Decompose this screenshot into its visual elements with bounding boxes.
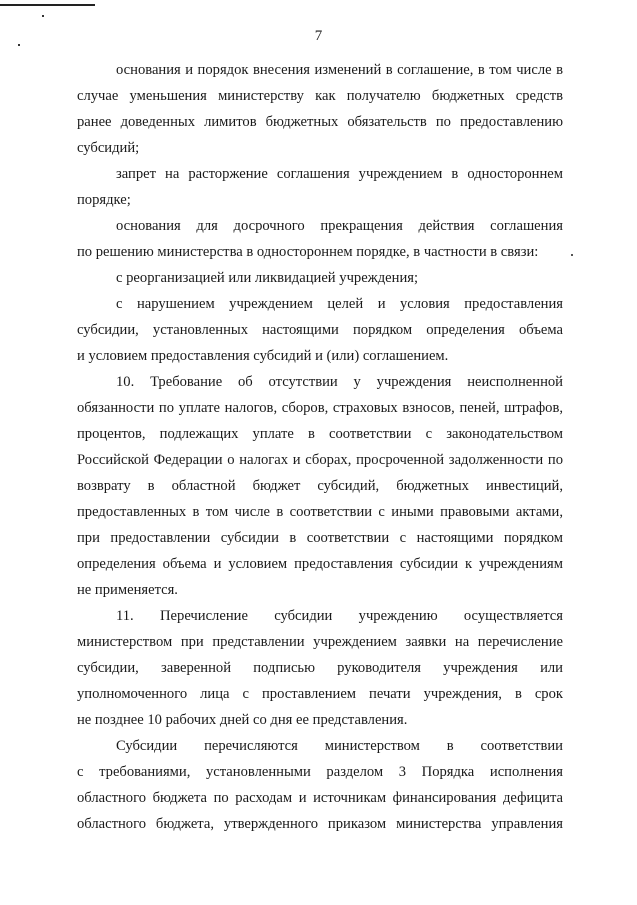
text-line: с реорганизацией или ликвидацией учреждения; xyxy=(116,270,419,286)
text-line: обязанности по уплате налогов, сборов, страховых взносов, пеней, штрафов, xyxy=(77,400,563,416)
text-line: порядке; xyxy=(77,192,131,208)
text-line: предоставленных в том числе в соответствии с иными правовыми актами, xyxy=(77,504,563,520)
paragraph xyxy=(77,265,563,291)
paragraph-item-11 xyxy=(77,603,563,733)
text-line: и условием предоставления субсидий и (или) соглашением. xyxy=(77,348,449,364)
text-line: Российской Федерации о налогах и сборах, просроченной задолженности по xyxy=(77,452,563,468)
text-line: 10. Требование об отсутствии у учреждения неисполненной xyxy=(116,374,563,390)
text-line: субсидии, заверенной подписью руководителя учреждения или xyxy=(77,660,563,676)
text-line: основания и порядок внесения изменений в соглашение, в том числе в xyxy=(116,62,563,78)
document-body xyxy=(77,57,563,837)
text-line: возврату в областной бюджет субсидий, бюджетных инвестиций, xyxy=(77,478,563,494)
text-line: основания для досрочного прекращения действия соглашения xyxy=(116,218,563,234)
text-line: ранее доведенных лимитов бюджетных обязательств по предоставлению xyxy=(77,114,563,130)
paragraph-item-10 xyxy=(77,369,563,603)
text-line: субсидии, установленных настоящими порядком определения объема xyxy=(77,322,563,338)
text-line: Субсидии перечисляются министерством в соответствии xyxy=(116,738,563,754)
text-line: министерством при представлении учреждением заявки на перечисление xyxy=(77,634,563,650)
paragraph xyxy=(77,291,563,369)
text-line: областного бюджета по расходам и источникам финансирования дефицита xyxy=(77,790,563,806)
text-line: по решению министерства в одностороннем порядке, в частности в связи: xyxy=(77,244,539,260)
text-line: областного бюджета, утвержденного приказом министерства управления xyxy=(77,816,563,832)
text-line: не позднее 10 рабочих дней со дня ее представления. xyxy=(77,712,408,728)
text-line: с нарушением учреждением целей и условия предоставления xyxy=(116,296,563,312)
paragraph xyxy=(77,733,563,837)
text-line: субсидий; xyxy=(77,140,140,156)
text-line: с требованиями, установленными разделом 3 Порядка исполнения xyxy=(77,764,563,780)
text-line: 11. Перечисление субсидии учреждению осуществляется xyxy=(116,608,563,624)
text-line: уполномоченного лица с проставлением печати учреждения, в срок xyxy=(77,686,563,702)
text-line: определения объема и условием предоставления субсидии к учреждениям xyxy=(77,556,563,572)
paragraph xyxy=(77,57,563,161)
scan-speck xyxy=(571,254,573,256)
scan-speck xyxy=(42,15,44,17)
paragraph xyxy=(77,161,563,213)
page-number: 7 xyxy=(314,28,323,44)
text-line: запрет на расторжение соглашения учреждением в одностороннем xyxy=(116,166,563,182)
text-line: процентов, подлежащих уплате в соответствии с законодательством xyxy=(77,426,563,442)
scan-edge-line xyxy=(0,4,95,6)
text-line: случае уменьшения министерству как получателю бюджетных средств xyxy=(77,88,563,104)
text-line: не применяется. xyxy=(77,582,178,598)
text-line: при предоставлении субсидии в соответствии с настоящими порядком xyxy=(77,530,563,546)
paragraph xyxy=(77,213,563,265)
